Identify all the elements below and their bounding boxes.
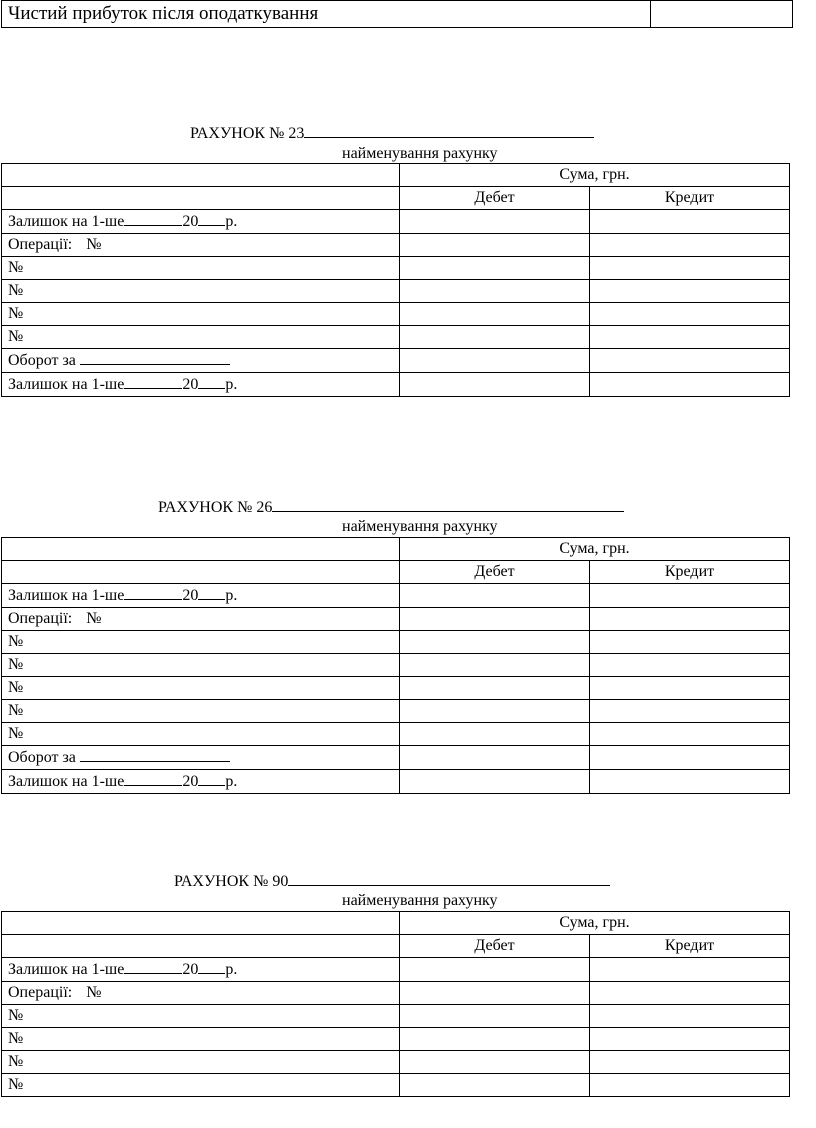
operation-debit-cell[interactable]	[400, 654, 590, 677]
operation-debit-cell[interactable]	[400, 631, 590, 654]
operation-number: №	[2, 700, 400, 723]
account-name-caption: найменування рахунку	[342, 892, 498, 909]
operations-label: Операції: №	[2, 234, 400, 257]
operation-credit-cell[interactable]	[590, 631, 790, 654]
operation-row	[2, 1028, 790, 1051]
operation-row	[2, 280, 790, 303]
opening-credit-cell[interactable]	[590, 210, 790, 234]
operation-debit-cell[interactable]	[400, 700, 590, 723]
operation-number: №	[2, 631, 400, 654]
operation-credit-cell[interactable]	[590, 280, 790, 303]
net-profit-row	[2, 1, 793, 28]
net-profit-label: Чистий прибуток після оподаткування	[2, 1, 651, 28]
operation-row	[2, 303, 790, 326]
turnover-label: Оборот за	[2, 746, 400, 770]
opening-balance-row	[2, 584, 790, 608]
opening-credit-cell[interactable]	[590, 958, 790, 982]
turnover-debit-cell[interactable]	[400, 349, 590, 373]
operation-debit-cell[interactable]	[400, 1028, 590, 1051]
opening-balance-label: Залишок на 1-ше 20 р.	[2, 584, 400, 608]
account-90-table	[1, 911, 790, 1097]
closing-balance-label: Залишок на 1-ше 20 р.	[2, 373, 400, 397]
sum-header: Сума, грн.	[400, 538, 790, 561]
closing-balance-row	[2, 770, 790, 794]
account-26-title	[158, 495, 624, 517]
operation-number: №	[2, 723, 400, 746]
sum-header: Сума, грн.	[400, 164, 790, 187]
operations-label: Операції: №	[2, 608, 400, 631]
turnover-debit-cell[interactable]	[400, 746, 590, 770]
operation-number: №	[2, 654, 400, 677]
operation-credit-cell[interactable]	[590, 1005, 790, 1028]
operation-credit-cell[interactable]	[590, 700, 790, 723]
turnover-credit-cell[interactable]	[590, 349, 790, 373]
operation-number: №	[2, 1028, 400, 1051]
account-name-line[interactable]	[272, 495, 624, 512]
operation-credit-cell[interactable]	[590, 1028, 790, 1051]
net-profit-table	[1, 0, 793, 28]
closing-credit-cell[interactable]	[590, 770, 790, 794]
operation-row	[2, 654, 790, 677]
operations-label: Операції: №	[2, 982, 400, 1005]
operation-debit-cell[interactable]	[400, 1074, 590, 1097]
operations-row	[2, 234, 790, 257]
operation-row	[2, 1074, 790, 1097]
operation-row	[2, 700, 790, 723]
opening-debit-cell[interactable]	[400, 958, 590, 982]
credit-header: Кредит	[590, 187, 790, 210]
debit-header: Дебет	[400, 935, 590, 958]
account-name-caption: найменування рахунку	[342, 145, 498, 162]
account-heading: РАХУНОК №	[158, 499, 253, 516]
sum-header-row	[2, 912, 790, 935]
operation-debit-cell[interactable]	[400, 608, 590, 631]
debit-header: Дебет	[400, 187, 590, 210]
operation-credit-cell[interactable]	[590, 654, 790, 677]
operations-row	[2, 982, 790, 1005]
operation-number: №	[2, 677, 400, 700]
opening-credit-cell[interactable]	[590, 584, 790, 608]
operation-row	[2, 723, 790, 746]
operation-credit-cell[interactable]	[590, 234, 790, 257]
account-heading: РАХУНОК №	[190, 125, 285, 142]
account-name-line[interactable]	[288, 869, 610, 886]
opening-balance-row	[2, 958, 790, 982]
operation-debit-cell[interactable]	[400, 257, 590, 280]
operation-debit-cell[interactable]	[400, 234, 590, 257]
operation-number: №	[2, 1051, 400, 1074]
operation-credit-cell[interactable]	[590, 303, 790, 326]
operation-credit-cell[interactable]	[590, 257, 790, 280]
opening-debit-cell[interactable]	[400, 584, 590, 608]
operation-debit-cell[interactable]	[400, 982, 590, 1005]
closing-balance-label: Залишок на 1-ше 20 р.	[2, 770, 400, 794]
operation-number: №	[2, 257, 400, 280]
credit-header: Кредит	[590, 935, 790, 958]
debit-header: Дебет	[400, 561, 590, 584]
closing-debit-cell[interactable]	[400, 770, 590, 794]
account-number: 26	[256, 499, 273, 516]
closing-debit-cell[interactable]	[400, 373, 590, 397]
opening-debit-cell[interactable]	[400, 210, 590, 234]
opening-balance-label: Залишок на 1-ше 20 р.	[2, 958, 400, 982]
account-number: 90	[272, 873, 289, 890]
operation-credit-cell[interactable]	[590, 326, 790, 349]
operation-credit-cell[interactable]	[590, 982, 790, 1005]
operation-debit-cell[interactable]	[400, 723, 590, 746]
account-name-caption: найменування рахунку	[342, 518, 498, 535]
account-number: 23	[288, 125, 305, 142]
credit-header: Кредит	[590, 561, 790, 584]
debit-credit-row	[2, 561, 790, 584]
operation-debit-cell[interactable]	[400, 326, 590, 349]
operation-number: №	[2, 326, 400, 349]
account-23-table	[1, 163, 790, 397]
operation-row	[2, 1051, 790, 1074]
operation-row	[2, 257, 790, 280]
turnover-credit-cell[interactable]	[590, 746, 790, 770]
operation-debit-cell[interactable]	[400, 677, 590, 700]
closing-credit-cell[interactable]	[590, 373, 790, 397]
operations-row	[2, 608, 790, 631]
operation-credit-cell[interactable]	[590, 723, 790, 746]
operation-row	[2, 631, 790, 654]
debit-credit-row	[2, 935, 790, 958]
sum-header: Сума, грн.	[400, 912, 790, 935]
debit-credit-row	[2, 187, 790, 210]
turnover-row	[2, 349, 790, 373]
operation-debit-cell[interactable]	[400, 280, 590, 303]
operation-number: №	[2, 303, 400, 326]
operation-row	[2, 677, 790, 700]
turnover-label: Оборот за	[2, 349, 400, 373]
operation-credit-cell[interactable]	[590, 677, 790, 700]
closing-balance-row	[2, 373, 790, 397]
operation-number: №	[2, 1074, 400, 1097]
sum-header-row	[2, 538, 790, 561]
operation-row	[2, 1005, 790, 1028]
account-heading: РАХУНОК №	[174, 873, 269, 890]
operation-number: №	[2, 280, 400, 303]
turnover-row	[2, 746, 790, 770]
account-23-title	[190, 121, 594, 143]
operation-debit-cell[interactable]	[400, 1051, 590, 1074]
operation-credit-cell[interactable]	[590, 608, 790, 631]
operation-number: №	[2, 1005, 400, 1028]
net-profit-value[interactable]	[651, 1, 793, 28]
operation-debit-cell[interactable]	[400, 1005, 590, 1028]
account-26-table	[1, 537, 790, 794]
account-name-line[interactable]	[304, 121, 594, 138]
account-90-title	[174, 869, 610, 891]
opening-balance-row	[2, 210, 790, 234]
opening-balance-label: Залишок на 1-ше 20 р.	[2, 210, 400, 234]
operation-credit-cell[interactable]	[590, 1074, 790, 1097]
sum-header-row	[2, 164, 790, 187]
operation-credit-cell[interactable]	[590, 1051, 790, 1074]
operation-row	[2, 326, 790, 349]
operation-debit-cell[interactable]	[400, 303, 590, 326]
